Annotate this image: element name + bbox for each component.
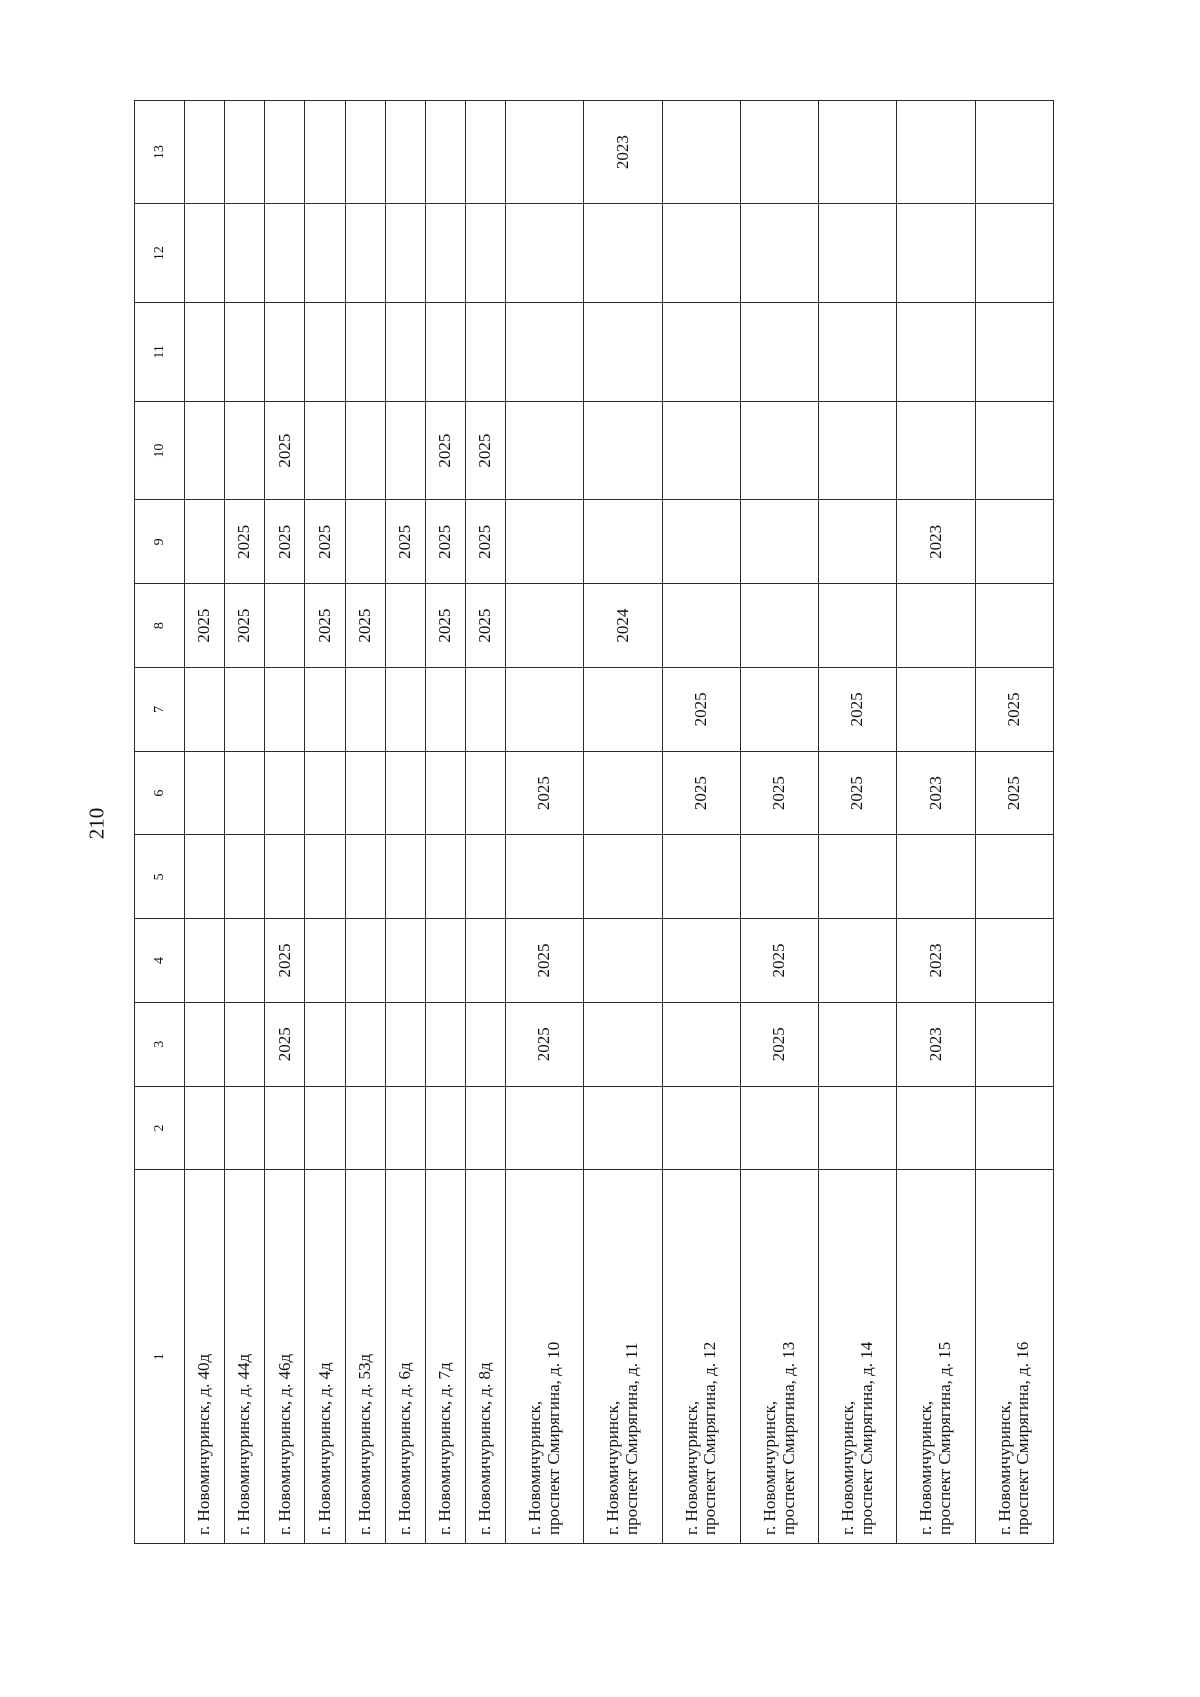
year-cell-col-12 [897,204,975,303]
year-cell-col-9 [662,500,740,584]
year-cell-col-7 [385,667,425,751]
table-row [265,101,305,1544]
year-cell-col-10: 2025 [425,401,465,500]
year-cell-col-8: 2025 [305,584,345,668]
year-cell-col-2 [897,1086,975,1170]
page-number-text: 210 [84,807,109,839]
year-cell-col-6 [305,751,345,835]
year-cell-col-2 [819,1086,897,1170]
year-cell-col-5 [584,835,662,919]
year-cell-col-12 [975,204,1053,303]
year-cell-col-13 [506,101,584,204]
year-cell-col-9 [584,500,662,584]
year-cell-col-2 [185,1086,225,1170]
year-cell-col-4 [345,919,385,1003]
year-cell-col-10: 2025 [465,401,505,500]
year-cell-col-2 [385,1086,425,1170]
year-cell-col-3 [385,1002,425,1086]
column-header-2: 2 [135,1086,185,1170]
year-cell-col-9: 2023 [897,500,975,584]
address-line: проспект Смирягина, д. 15 [935,1341,954,1535]
year-cell-col-12 [225,204,265,303]
year-cell-col-8: 2025 [345,584,385,668]
year-cell-col-7 [265,667,305,751]
year-cell-col-7 [897,667,975,751]
year-cell-col-11 [897,302,975,401]
year-cell-col-13 [385,101,425,204]
year-cell-col-2 [465,1086,505,1170]
address-line: г. Новомичуринск, [603,1400,623,1535]
year-cell-col-12 [819,204,897,303]
year-cell-col-2 [345,1086,385,1170]
year-cell-col-9: 2025 [425,500,465,584]
address-cell [819,1170,897,1544]
year-cell-col-5 [345,835,385,919]
year-cell-col-2 [225,1086,265,1170]
year-cell-col-8 [662,584,740,668]
table-row [425,101,465,1544]
year-cell-col-11 [975,302,1053,401]
year-cell-col-4 [975,919,1053,1003]
year-cell-col-5 [265,835,305,919]
year-cell-col-4 [305,919,345,1003]
table-row [465,101,505,1544]
column-header-4: 4 [135,919,185,1003]
year-cell-col-5 [819,835,897,919]
year-cell-col-11 [465,302,505,401]
address-line: г. Новомичуринск, [994,1400,1014,1535]
year-cell-col-11 [185,302,225,401]
year-cell-col-13 [975,101,1053,204]
year-cell-col-9 [185,500,225,584]
column-header-11: 11 [135,302,185,401]
year-cell-col-7 [506,667,584,751]
table-row [225,101,265,1544]
year-cell-col-6 [185,751,225,835]
address-cell [584,1170,662,1544]
year-cell-col-8: 2025 [425,584,465,668]
year-cell-col-11 [305,302,345,401]
year-cell-col-9: 2025 [385,500,425,584]
year-cell-col-3: 2025 [740,1002,818,1086]
year-cell-col-3 [305,1002,345,1086]
year-cell-col-3: 2025 [265,1002,305,1086]
year-cell-col-2 [975,1086,1053,1170]
year-cell-col-6 [425,751,465,835]
year-cell-col-6 [265,751,305,835]
year-cell-col-13 [897,101,975,204]
address-line: г. Новомичуринск, [916,1400,936,1535]
year-cell-col-6 [385,751,425,835]
year-cell-col-2 [265,1086,305,1170]
year-cell-col-2 [425,1086,465,1170]
address-line: г. Новомичуринск, д. 4д [314,1362,334,1535]
year-cell-col-6: 2025 [740,751,818,835]
column-header-3: 3 [135,1002,185,1086]
year-cell-col-7 [465,667,505,751]
schedule-table [134,100,1054,1544]
year-cell-col-12 [305,204,345,303]
year-cell-col-9 [975,500,1053,584]
year-cell-col-13 [819,101,897,204]
year-cell-col-5 [225,835,265,919]
year-cell-col-6: 2023 [897,751,975,835]
column-header-7: 7 [135,667,185,751]
address-cell [385,1170,425,1544]
table-row [975,101,1053,1544]
year-cell-col-3: 2023 [897,1002,975,1086]
year-cell-col-4: 2023 [897,919,975,1003]
year-cell-col-2 [305,1086,345,1170]
table-row [385,101,425,1544]
year-cell-col-4: 2025 [265,919,305,1003]
year-cell-col-12 [506,204,584,303]
address-line: г. Новомичуринск, д. 40д [194,1353,214,1535]
year-cell-col-13 [265,101,305,204]
header-row [135,101,185,1544]
column-header-10: 10 [135,401,185,500]
year-cell-col-12 [465,204,505,303]
year-cell-col-3 [465,1002,505,1086]
year-cell-col-12 [385,204,425,303]
year-cell-col-13 [345,101,385,204]
year-cell-col-7 [225,667,265,751]
address-line: проспект Смирягина, д. 13 [778,1341,798,1535]
year-cell-col-4: 2025 [506,919,584,1003]
year-cell-col-5 [385,835,425,919]
year-cell-col-7: 2025 [819,667,897,751]
year-cell-col-13 [425,101,465,204]
address-line: проспект Смирягина, д. 10 [543,1341,563,1535]
address-cell [345,1170,385,1544]
year-cell-col-12 [662,204,740,303]
year-cell-col-11 [385,302,425,401]
year-cell-col-12 [584,204,662,303]
year-cell-col-9: 2025 [305,500,345,584]
year-cell-col-5 [506,835,584,919]
address-line: г. Новомичуринск, д. 53д [354,1353,374,1535]
rotated-table-container [134,100,1054,1544]
year-cell-col-4 [662,919,740,1003]
address-line: г. Новомичуринск, [759,1400,779,1535]
year-cell-col-11 [345,302,385,401]
year-cell-col-6 [584,751,662,835]
year-cell-col-5 [305,835,345,919]
year-cell-col-12 [185,204,225,303]
table-row [506,101,584,1544]
year-cell-col-6: 2025 [506,751,584,835]
year-cell-col-10: 2025 [265,401,305,500]
year-cell-col-3 [584,1002,662,1086]
year-cell-col-8 [740,584,818,668]
year-cell-col-8 [506,584,584,668]
column-header-9: 9 [135,500,185,584]
year-cell-col-7 [305,667,345,751]
year-cell-col-10 [584,401,662,500]
year-cell-col-9: 2025 [225,500,265,584]
address-cell [225,1170,265,1544]
column-header-1: 1 [135,1170,185,1544]
column-header-8: 8 [135,584,185,668]
year-cell-col-2 [740,1086,818,1170]
year-cell-col-8 [819,584,897,668]
year-cell-col-3 [185,1002,225,1086]
year-cell-col-5 [975,835,1053,919]
year-cell-col-9 [819,500,897,584]
year-cell-col-6 [345,751,385,835]
address-line: г. Новомичуринск, [525,1400,545,1535]
table-row [740,101,818,1544]
address-line: г. Новомичуринск, [838,1400,858,1535]
year-cell-col-12 [265,204,305,303]
year-cell-col-6 [465,751,505,835]
year-cell-col-13 [305,101,345,204]
column-header-6: 6 [135,751,185,835]
year-cell-col-13 [740,101,818,204]
table-body [135,101,1054,1544]
year-cell-col-4: 2025 [740,919,818,1003]
address-cell [506,1170,584,1544]
address-line: г. Новомичуринск, д. 8д [475,1362,495,1535]
year-cell-col-10 [897,401,975,500]
year-cell-col-11 [506,302,584,401]
year-cell-col-4 [385,919,425,1003]
year-cell-col-7 [425,667,465,751]
year-cell-col-5 [897,835,975,919]
table-row [897,101,975,1544]
year-cell-col-7: 2025 [975,667,1053,751]
year-cell-col-8 [265,584,305,668]
year-cell-col-10 [225,401,265,500]
year-cell-col-4 [465,919,505,1003]
year-cell-col-3 [225,1002,265,1086]
address-cell [975,1170,1053,1544]
year-cell-col-8 [897,584,975,668]
year-cell-col-2 [506,1086,584,1170]
year-cell-col-3: 2025 [506,1002,584,1086]
year-cell-col-3 [819,1002,897,1086]
year-cell-col-8 [975,584,1053,668]
year-cell-col-10 [740,401,818,500]
table-row [819,101,897,1544]
address-line: проспект Смирягина, д. 16 [1013,1341,1033,1535]
year-cell-col-7 [345,667,385,751]
year-cell-col-6 [225,751,265,835]
address-line: г. Новомичуринск, д. 6д [394,1362,414,1535]
year-cell-col-4 [225,919,265,1003]
year-cell-col-5 [740,835,818,919]
address-line: г. Новомичуринск, д. 46д [274,1353,294,1535]
address-cell [740,1170,818,1544]
year-cell-col-3 [662,1002,740,1086]
year-cell-col-11 [265,302,305,401]
year-cell-col-2 [662,1086,740,1170]
year-cell-col-5 [662,835,740,919]
year-cell-col-12 [740,204,818,303]
year-cell-col-9 [506,500,584,584]
year-cell-col-2 [584,1086,662,1170]
year-cell-col-3 [425,1002,465,1086]
year-cell-col-12 [425,204,465,303]
address-cell [305,1170,345,1544]
year-cell-col-13: 2023 [584,101,662,204]
address-cell [465,1170,505,1544]
year-cell-col-13 [465,101,505,204]
year-cell-col-13 [185,101,225,204]
table-row [662,101,740,1544]
year-cell-col-5 [465,835,505,919]
year-cell-col-6: 2025 [819,751,897,835]
year-cell-col-4 [584,919,662,1003]
year-cell-col-10 [345,401,385,500]
address-cell [265,1170,305,1544]
column-header-5: 5 [135,835,185,919]
year-cell-col-9: 2025 [265,500,305,584]
year-cell-col-11 [425,302,465,401]
table-row [345,101,385,1544]
year-cell-col-6: 2025 [662,751,740,835]
year-cell-col-11 [740,302,818,401]
year-cell-col-9: 2025 [465,500,505,584]
year-cell-col-10 [662,401,740,500]
year-cell-col-10 [819,401,897,500]
year-cell-col-6: 2025 [975,751,1053,835]
year-cell-col-10 [305,401,345,500]
year-cell-col-4 [425,919,465,1003]
address-line: г. Новомичуринск, [681,1400,701,1535]
address-line: г. Новомичуринск, д. 7д [435,1362,455,1535]
address-cell [185,1170,225,1544]
address-line: проспект Смирягина, д. 11 [622,1342,641,1535]
year-cell-col-13 [662,101,740,204]
year-cell-col-4 [819,919,897,1003]
year-cell-col-4 [185,919,225,1003]
address-cell [897,1170,975,1544]
column-header-12: 12 [135,204,185,303]
year-cell-col-11 [225,302,265,401]
year-cell-col-5 [425,835,465,919]
table-row [185,101,225,1544]
year-cell-col-11 [819,302,897,401]
year-cell-col-7 [185,667,225,751]
year-cell-col-11 [662,302,740,401]
year-cell-col-3 [975,1002,1053,1086]
year-cell-col-9 [740,500,818,584]
address-line: г. Новомичуринск, д. 44д [234,1353,254,1535]
column-header-13: 13 [135,101,185,204]
year-cell-col-8: 2025 [225,584,265,668]
table-row [305,101,345,1544]
page-number [82,793,112,853]
year-cell-col-8: 2024 [584,584,662,668]
year-cell-col-7: 2025 [662,667,740,751]
year-cell-col-9 [345,500,385,584]
year-cell-col-3 [345,1002,385,1086]
year-cell-col-10 [385,401,425,500]
year-cell-col-8: 2025 [185,584,225,668]
year-cell-col-10 [506,401,584,500]
address-cell [425,1170,465,1544]
year-cell-col-10 [185,401,225,500]
year-cell-col-13 [225,101,265,204]
address-cell [662,1170,740,1544]
year-cell-col-10 [975,401,1053,500]
year-cell-col-8 [385,584,425,668]
year-cell-col-8: 2025 [465,584,505,668]
year-cell-col-11 [584,302,662,401]
year-cell-col-7 [584,667,662,751]
address-line: проспект Смирягина, д. 14 [856,1341,876,1535]
address-line: проспект Смирягина, д. 12 [700,1341,720,1535]
year-cell-col-7 [740,667,818,751]
year-cell-col-5 [185,835,225,919]
year-cell-col-12 [345,204,385,303]
table-row [584,101,662,1544]
